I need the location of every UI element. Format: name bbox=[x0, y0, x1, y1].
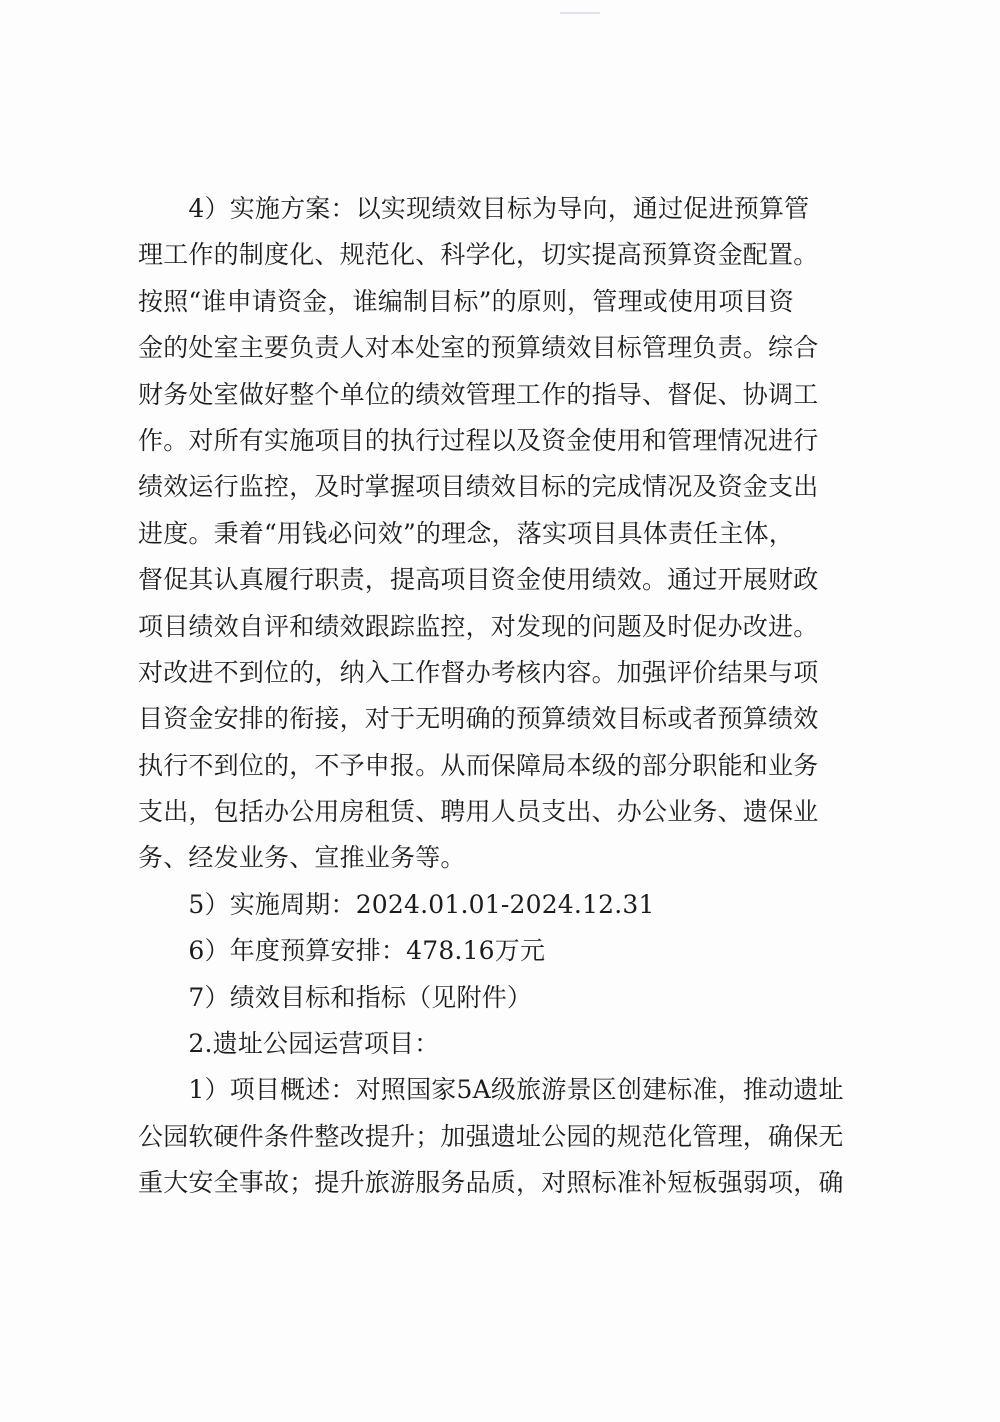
body-line: 财务处室做好整个单位的绩效管理工作的指导、督促、协调工 bbox=[138, 379, 819, 409]
body-line: 务、经发业务、宣推业务等。 bbox=[138, 843, 466, 873]
body-line: 4）实施方案：以实现绩效目标为导向，通过促进预算管 bbox=[138, 194, 810, 223]
body-line: 支出，包括办公用房租赁、聘用人员支出、办公业务、遗保业 bbox=[138, 797, 819, 827]
body-line: 1）项目概述：对照国家5A级旅游景区创建标准，推动遗址 bbox=[138, 1075, 844, 1105]
body-line: 作。对所有实施项目的执行过程以及资金使用和管理情况进行 bbox=[138, 425, 819, 455]
body-line: 督促其认真履行职责，提高项目资金使用绩效。通过开展财政 bbox=[138, 565, 819, 595]
body-line: 理工作的制度化、规范化、科学化，切实提高预算资金配置。 bbox=[138, 240, 819, 270]
scan-artifact bbox=[560, 12, 600, 14]
document-body bbox=[138, 186, 898, 1207]
body-line: 绩效运行监控，及时掌握项目绩效目标的完成情况及资金支出 bbox=[138, 472, 819, 502]
body-line: 5）实施周期：2024.01.01-2024.12.31 bbox=[138, 889, 655, 919]
body-line: 公园软硬件条件整改提升；加强遗址公园的规范化管理，确保无 bbox=[138, 1121, 844, 1151]
body-line: 金的处室主要负责人对本处室的预算绩效目标管理负责。综合 bbox=[138, 333, 819, 363]
body-line: 重大安全事故；提升旅游服务品质，对照标准补短板强弱项，确 bbox=[138, 1168, 844, 1198]
body-line: 7）绩效目标和指标（见附件） bbox=[138, 982, 533, 1012]
body-line: 进度。秉着“用钱必问效”的理念，落实项目具体责任主体， bbox=[138, 518, 794, 548]
body-line: 2.遗址公园运营项目： bbox=[138, 1029, 440, 1059]
body-line: 对改进不到位的，纳入工作督办考核内容。加强评价结果与项 bbox=[138, 657, 819, 687]
body-line: 6）年度预算安排：478.16万元 bbox=[138, 936, 546, 966]
body-line: 按照“谁申请资金，谁编制目标”的原则，管理或使用项目资 bbox=[138, 286, 794, 316]
body-line: 执行不到位的，不予申报。从而保障局本级的部分职能和业务 bbox=[138, 750, 819, 780]
body-line: 目资金安排的衔接，对于无明确的预算绩效目标或者预算绩效 bbox=[138, 704, 819, 734]
body-line: 项目绩效自评和绩效跟踪监控，对发现的问题及时促办改进。 bbox=[138, 611, 819, 641]
